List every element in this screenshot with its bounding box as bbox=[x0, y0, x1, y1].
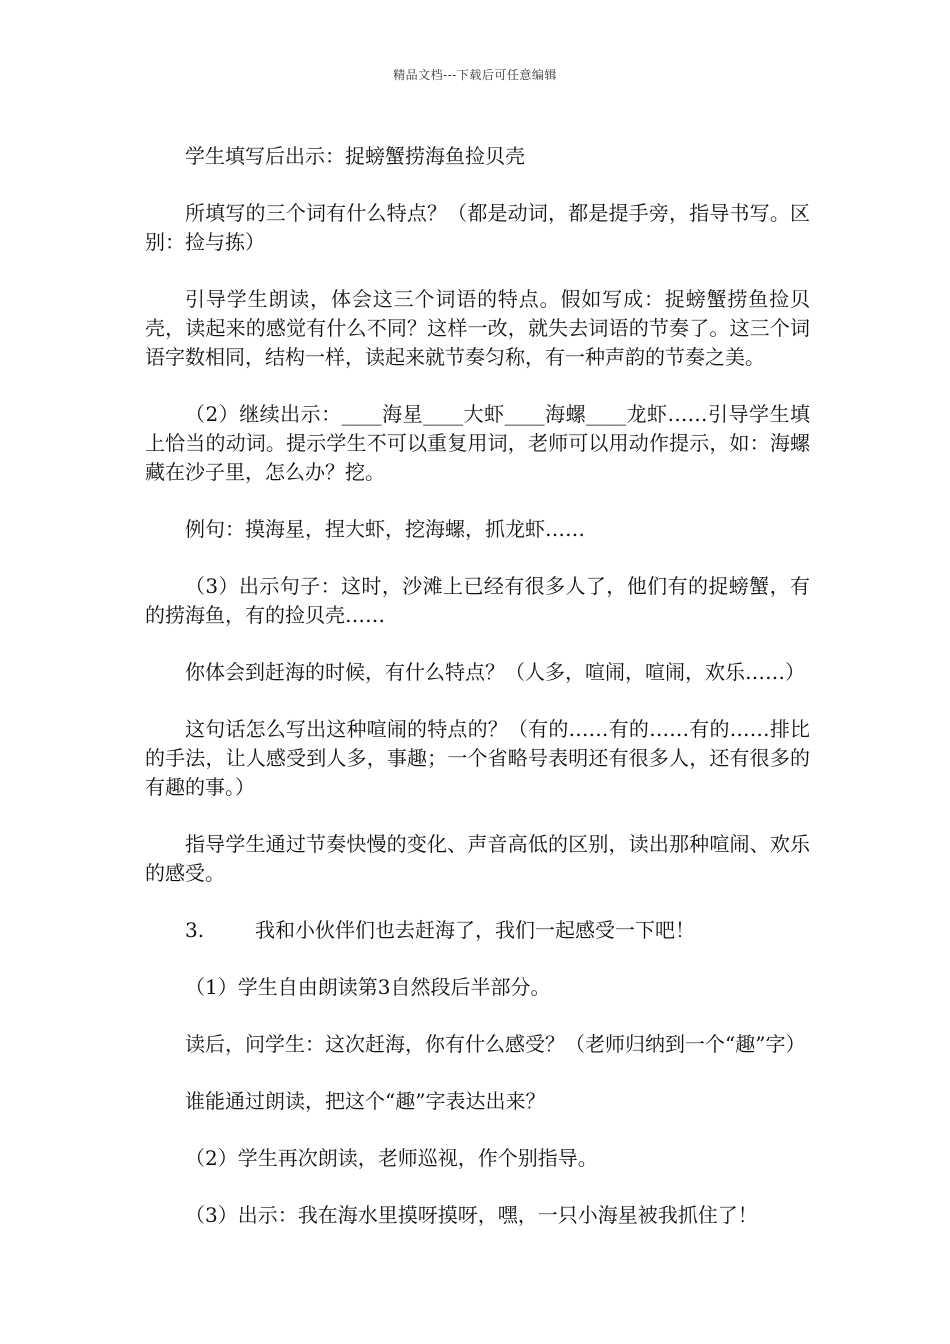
paragraph-5: 例句：摸海星，捏大虾，挖海螺，抓龙虾…… bbox=[185, 517, 585, 541]
paragraph-15: （3）出示：我在海水里摸呀摸呀，嘿，一只小海星被我抓住了！ bbox=[185, 1203, 758, 1227]
paragraph-8: 这句话怎么写出这种喧闹的特点的？（有的……有的……有的……排比的手法，让人感受到人多，事趣；一个省略号表明还有很多人，还有很多的有趣的事。） bbox=[145, 717, 810, 799]
paragraph-11: （1）学生自由朗读第3自然段后半部分。 bbox=[185, 975, 551, 999]
document-body bbox=[145, 142, 810, 1258]
paragraph-9: 指导学生通过节奏快慢的变化、声音高低的区别，读出那种喧闹、欢乐的感受。 bbox=[145, 832, 810, 885]
paragraph-3: 引导学生朗读，体会这三个词语的特点。假如写成：捉螃蟹捞鱼捡贝壳，读起来的感觉有什么不同？这样一改，就失去词语的节奏了。这三个词语字数相同，结构一样，读起来就节奏匀称，有一种声韵的节奏之美。 bbox=[145, 287, 810, 369]
paragraph-6: （3）出示句子：这时，沙滩上已经有很多人了，他们有的捉螃蟹，有的捞海鱼，有的捡贝壳…… bbox=[145, 574, 810, 627]
paragraph-1: 学生填写后出示：捉螃蟹捞海鱼捡贝壳 bbox=[185, 144, 525, 168]
paragraph-12: 读后，问学生：这次赶海，你有什么感受？（老师归纳到一个“趣”字） bbox=[185, 1032, 806, 1056]
paragraph-13: 谁能通过朗读，把这个“趣”字表达出来？ bbox=[185, 1089, 546, 1113]
page-header: 精品文档---下载后可任意编辑 bbox=[393, 68, 557, 82]
paragraph-14: （2）学生再次朗读，老师巡视，作个别指导。 bbox=[185, 1146, 598, 1170]
paragraph-2: 所填写的三个词有什么特点？（都是动词，都是提手旁，指导书写。区别：捡与拣） bbox=[145, 201, 810, 254]
paragraph-4: （2）继续出示：____海星____大虾____海螺____龙虾……引导学生填上恰当的动词。提示学生不可以重复用词，老师可以用动作提示，如：海螺藏在沙子里，怎么办？挖。 bbox=[145, 402, 810, 484]
paragraph-10: 3. 我和小伙伴们也去赶海了，我们一起感受一下吧！ bbox=[185, 918, 695, 942]
paragraph-7: 你体会到赶海的时候，有什么特点？（人多，喧闹，喧闹，欢乐……） bbox=[185, 660, 805, 684]
